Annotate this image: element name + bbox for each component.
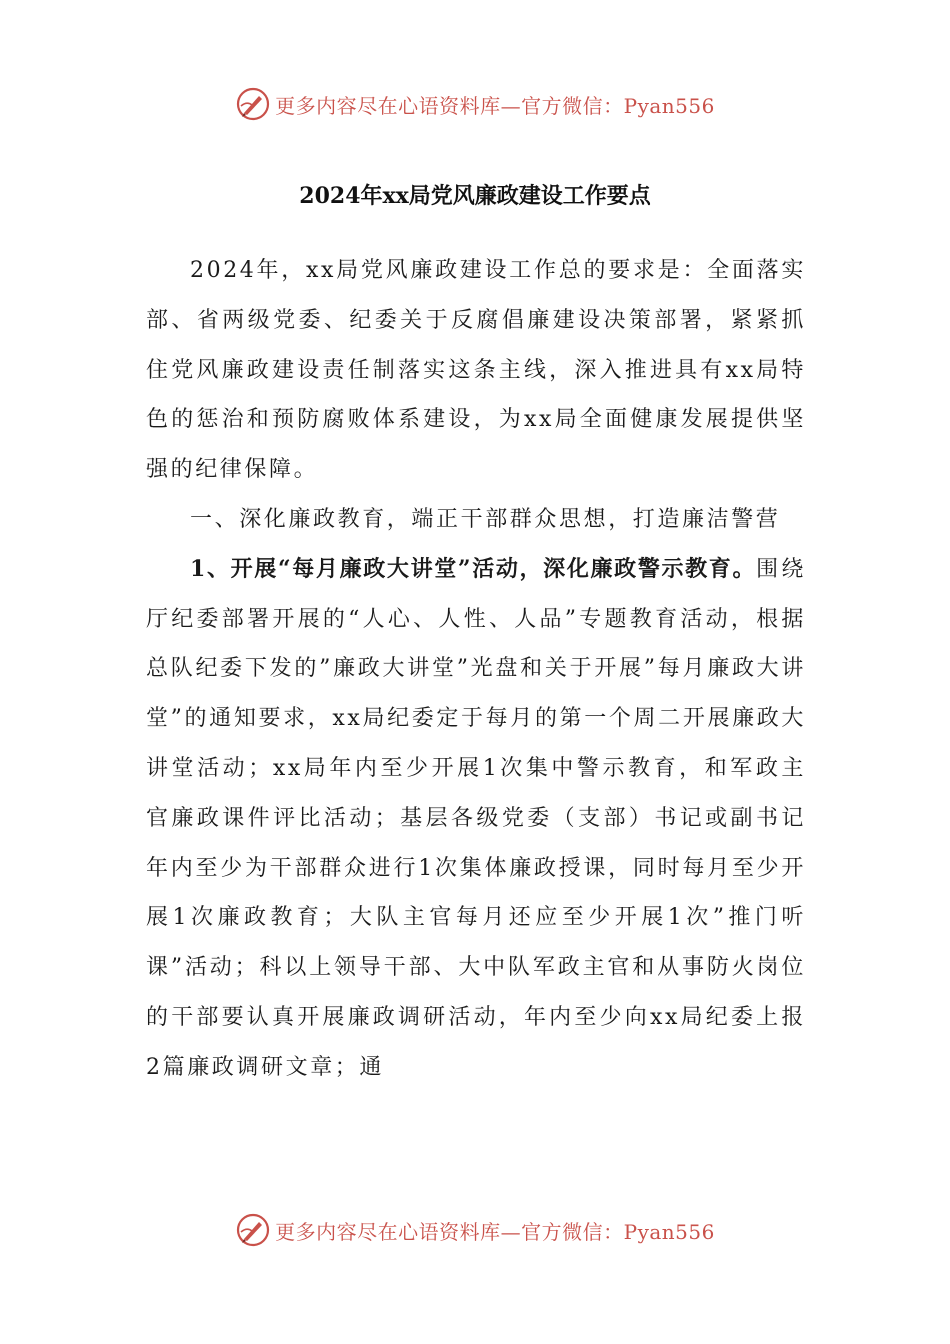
document-title: 2024年xx局党风廉政建设工作要点: [299, 183, 651, 209]
header-banner: [0, 82, 950, 126]
item1-heading: 1、开展“每月廉政大讲堂”活动，深化廉政警示教育。: [190, 555, 757, 582]
banner-text: 更多内容尽在心语资料库—官方微信：Pyan556: [275, 93, 715, 118]
pen-logo-icon: [235, 86, 271, 122]
banner-text: 更多内容尽在心语资料库—官方微信：Pyan556: [275, 1219, 715, 1244]
pen-logo-icon: [235, 1212, 271, 1248]
footer-banner: [0, 1208, 950, 1252]
item1-body: 围绕厅纪委部署开展的“人心、人性、人品”专题教育活动，根据总队纪委下发的”廉政大讲堂”光盘和关于开展”每月廉政大讲堂”的通知要求，xx局纪委定于每月的第一个周二开展廉政大讲堂活动；xx局年内至少开展1次集中警示教育，和军政主官廉政课件评比活动；基层各级党委（支部）书记或副书记年内至少为干部群众进行1次集体廉政授课，同时每月至少开展1次廉政教育；大队主官每月还应至少开展1次”推门听课”活动；科以上领导干部、大中队军政主官和从事防火岗位的干部要认真开展廉政调研活动，年内至少向xx局纪委上报2篇廉政调研文章；通: [146, 556, 807, 1080]
intro-paragraph: 2024年，xx局党风廉政建设工作总的要求是：全面落实部、省两级党委、纪委关于反腐倡廉建设决策部署，紧紧抓住党风廉政建设责任制落实这条主线，深入推进具有xx局特色的惩治和预防腐败体系建设，为xx局全面健康发展提供坚强的纪律保障。: [146, 258, 806, 483]
section-heading-1: 一、深化廉政教育，端正干部群众思想，打造廉洁警营: [190, 506, 781, 532]
item1-paragraph: [146, 545, 806, 1093]
document-body: [146, 246, 806, 1093]
